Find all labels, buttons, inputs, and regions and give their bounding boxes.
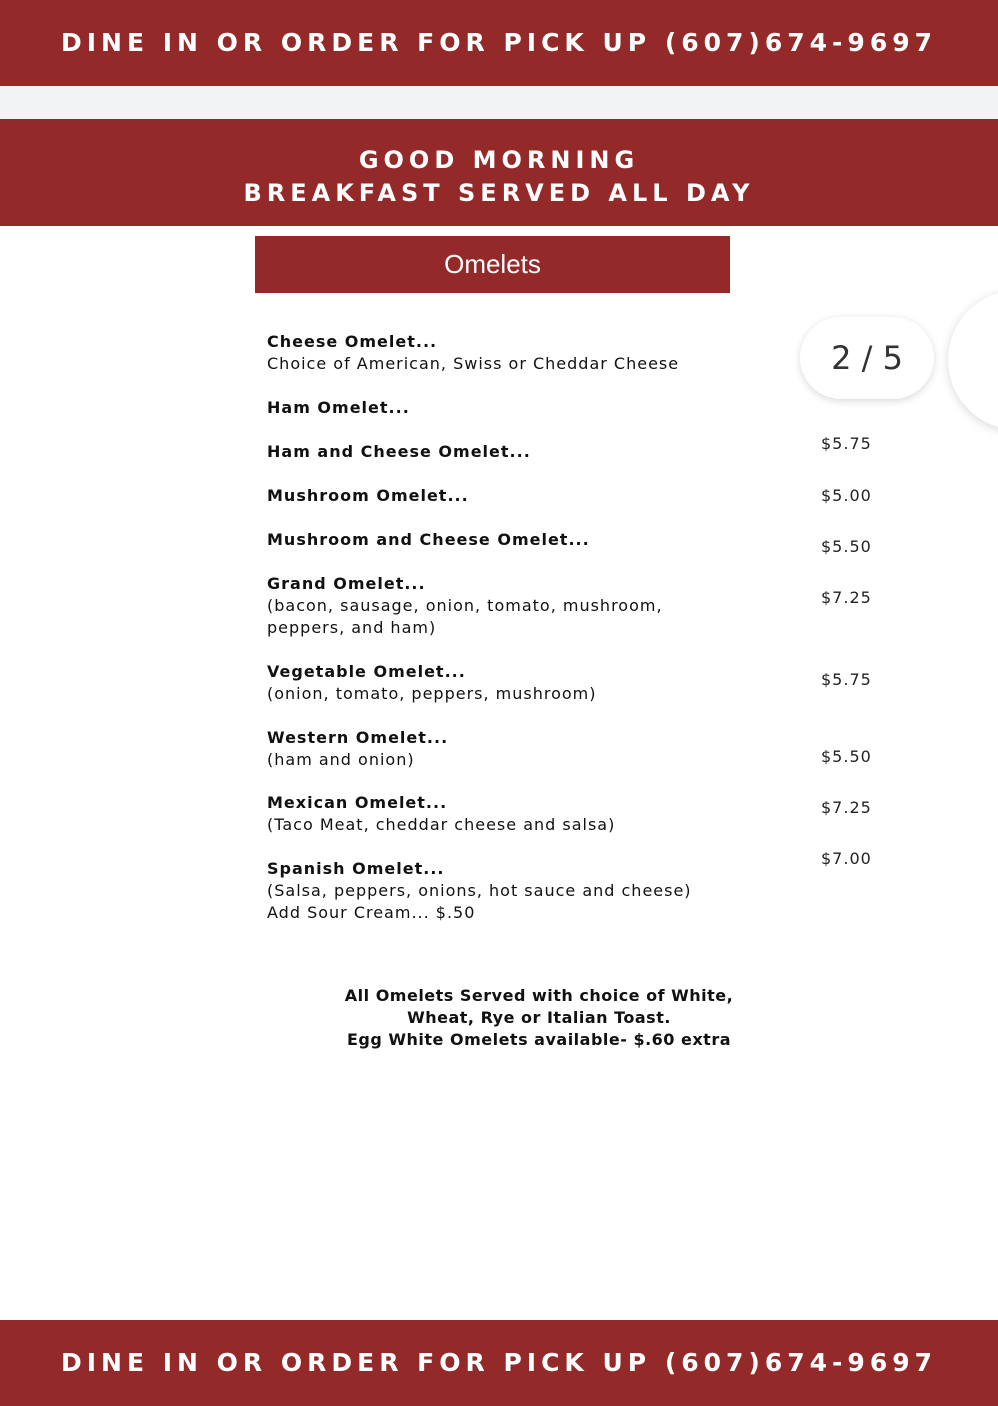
menu-item — [267, 397, 410, 419]
item-name: Mushroom and Cheese Omelet... — [267, 530, 590, 549]
item-name: Vegetable Omelet... — [267, 662, 466, 681]
note-line-2: Wheat, Rye or Italian Toast. — [407, 1008, 671, 1027]
menu-page — [0, 119, 998, 1320]
menu-item — [267, 727, 448, 771]
page-indicator: 2 / 5 — [800, 317, 934, 399]
item-description-2: Add Sour Cream... $.50 — [267, 903, 476, 922]
item-description: (Taco Meat, cheddar cheese and salsa) — [267, 815, 616, 834]
omelet-note — [300, 985, 778, 1051]
bottom-banner: DINE IN OR ORDER FOR PICK UP (607)674-9697 — [0, 1320, 998, 1406]
item-description: (ham and onion) — [267, 750, 415, 769]
hero-line-1: GOOD MORNING — [358, 146, 640, 174]
item-description: (bacon, sausage, onion, tomato, mushroom, — [267, 596, 663, 615]
menu-item — [267, 331, 679, 375]
item-name: Cheese Omelet... — [267, 332, 438, 351]
item-name: Grand Omelet... — [267, 574, 426, 593]
item-name: Western Omelet... — [267, 728, 449, 747]
item-description: (Salsa, peppers, onions, hot sauce and cheese) — [267, 881, 692, 900]
note-line-3: Egg White Omelets available- $.60 extra — [346, 1030, 732, 1049]
note-line-1: All Omelets Served with choice of White, — [344, 986, 734, 1005]
price: $5.50 — [821, 537, 872, 556]
item-name: Mushroom Omelet... — [267, 486, 469, 505]
menu-item — [267, 529, 590, 551]
menu-item — [267, 858, 692, 924]
price: $5.75 — [821, 434, 872, 453]
item-name: Mexican Omelet... — [267, 793, 448, 812]
item-name: Ham Omelet... — [267, 398, 410, 417]
item-name: Ham and Cheese Omelet... — [267, 442, 531, 461]
section-title: Omelets — [255, 236, 730, 293]
price: $5.00 — [821, 486, 872, 505]
item-name: Spanish Omelet... — [267, 859, 445, 878]
price: $7.00 — [821, 849, 872, 868]
price: $7.25 — [821, 588, 872, 607]
item-description-2: peppers, and ham) — [267, 618, 437, 637]
hero-line-2: BREAKFAST SERVED ALL DAY — [243, 179, 755, 207]
menu-item — [267, 441, 531, 463]
price: $5.75 — [821, 670, 872, 689]
menu-item — [267, 792, 615, 836]
menu-item — [267, 485, 469, 507]
hero-banner — [0, 119, 998, 226]
menu-item — [267, 573, 663, 639]
price: $5.50 — [821, 747, 872, 766]
price: $7.25 — [821, 798, 872, 817]
top-banner: DINE IN OR ORDER FOR PICK UP (607)674-9697 — [0, 0, 998, 86]
menu-item — [267, 661, 596, 705]
item-description: Choice of American, Swiss or Cheddar Cheese — [267, 354, 680, 373]
item-description: (onion, tomato, peppers, mushroom) — [267, 684, 597, 703]
